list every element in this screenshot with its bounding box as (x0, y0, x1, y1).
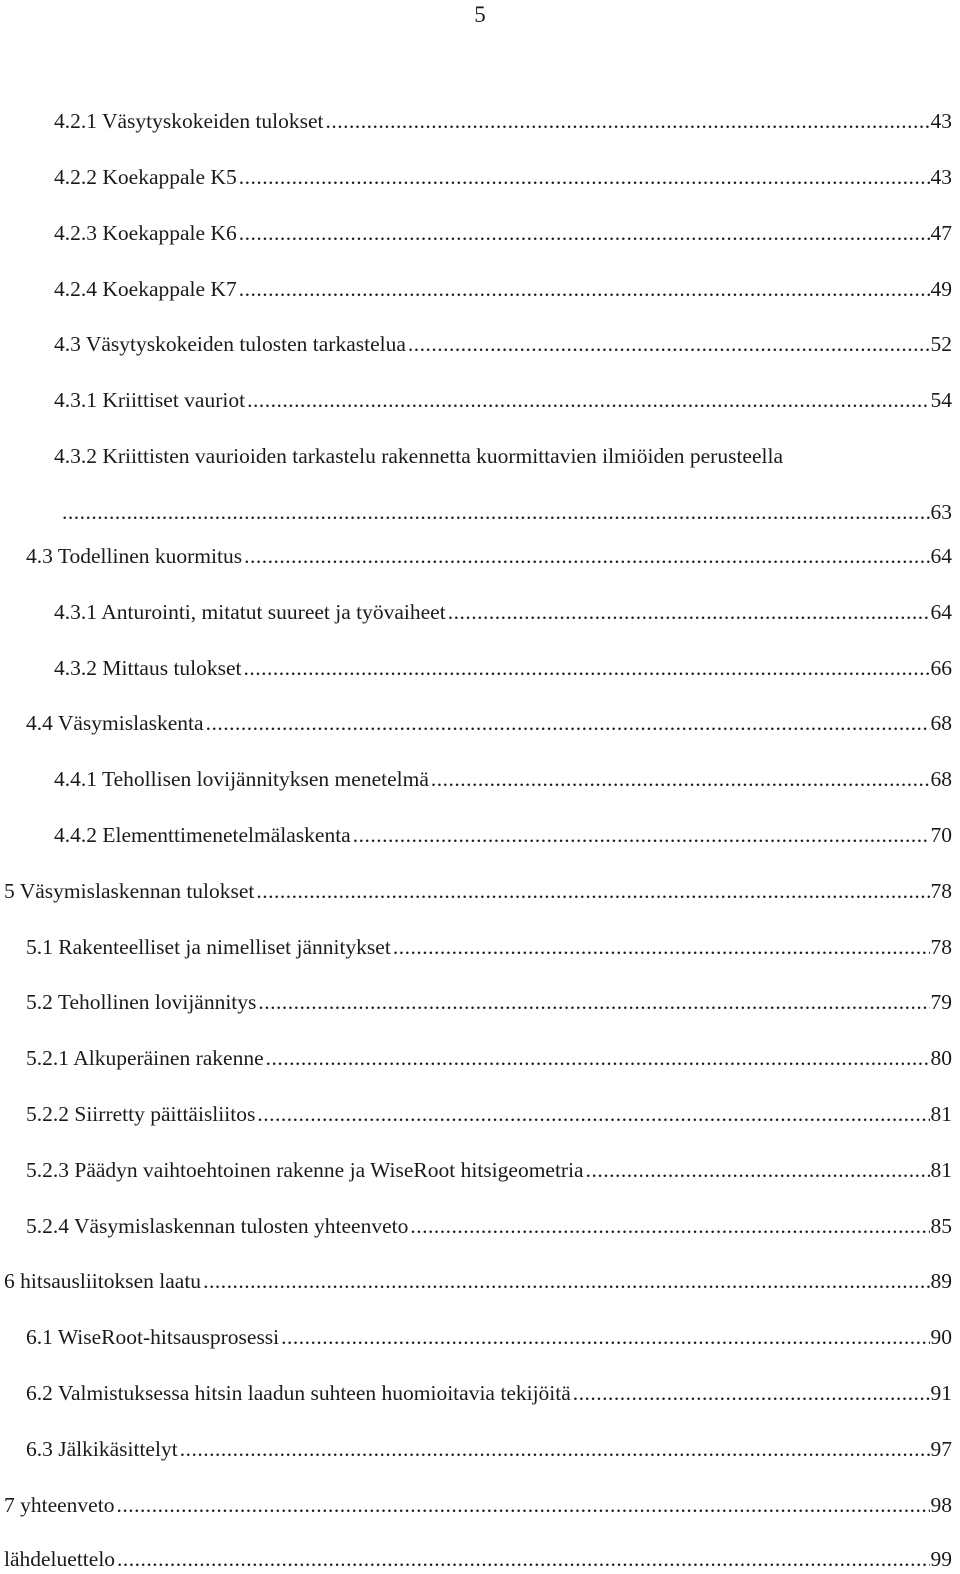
toc-entry[interactable] (0, 821, 952, 849)
toc-entry-title: 4.4.2 Elementtimenetelmälaskenta (54, 823, 351, 847)
toc-entry-title: 5 Väsymislaskennan tulokset (4, 879, 255, 903)
toc-entry-title: 4.2.2 Koekappale K5 (54, 165, 237, 189)
toc-entry-page: 64 (930, 544, 952, 568)
toc-entry-title: 4.3 Väsytyskokeiden tulosten tarkastelua (54, 332, 406, 356)
toc-entry[interactable] (0, 163, 952, 191)
toc-dot-leader (586, 1156, 930, 1184)
toc-entry-page: 98 (930, 1493, 952, 1517)
toc-entry-title: 4.3.1 Anturointi, mitatut suureet ja työvaiheet (54, 600, 446, 624)
toc-entry[interactable] (0, 1435, 952, 1463)
toc-dot-leader (62, 498, 930, 526)
toc-dot-leader (408, 330, 930, 358)
toc-entry-title: 4.3.2 Kriittisten vaurioiden tarkastelu rakennetta kuormittavien ilmiöiden perusteella (54, 444, 783, 468)
toc-entry-title: 4.3 Todellinen kuormitus (26, 544, 243, 568)
toc-entry-title: 4.2.4 Koekappale K7 (54, 277, 237, 301)
toc-entry[interactable] (0, 1545, 952, 1573)
toc-entry[interactable] (0, 877, 952, 905)
toc-entry-page: 49 (930, 277, 952, 301)
toc-entry-page: 90 (930, 1325, 952, 1349)
toc-dot-leader (239, 163, 930, 191)
toc-dot-leader (431, 765, 930, 793)
toc-entry-title: 4.2.1 Väsytyskokeiden tulokset (54, 109, 324, 133)
toc-entry[interactable] (0, 654, 952, 682)
toc-dot-leader (206, 709, 930, 737)
toc-entry-title: 5.2.3 Päädyn vaihtoehtoinen rakenne ja WiseRoot hitsigeometria (26, 1158, 584, 1182)
page-number: 5 (474, 2, 486, 27)
toc-entry-page: 70 (930, 823, 952, 847)
toc-entry-title: 6.2 Valmistuksessa hitsin laadun suhteen huomioitavia tekijöitä (26, 1381, 571, 1405)
toc-entry-page: 47 (930, 221, 952, 245)
toc-entry-page: 64 (930, 600, 952, 624)
toc-entry-page: 81 (930, 1102, 952, 1126)
toc-entry-title: lähdeluettelo (4, 1547, 116, 1571)
toc-entry[interactable] (0, 219, 952, 247)
toc-entry-title: 4.3.1 Kriittiset vauriot (54, 388, 246, 412)
toc-entry[interactable] (0, 107, 952, 135)
toc-dot-leader (247, 386, 929, 414)
toc-entry-page: 43 (930, 165, 952, 189)
toc-entry[interactable] (0, 330, 952, 358)
toc-entry-page: 79 (930, 990, 952, 1014)
toc-entry[interactable] (0, 275, 952, 303)
toc-entry[interactable] (0, 598, 952, 626)
toc-entry[interactable] (0, 988, 952, 1016)
toc-entry-page: 89 (930, 1269, 952, 1293)
toc-dot-leader (258, 988, 929, 1016)
toc-dot-leader (393, 933, 930, 961)
toc-dot-leader (239, 219, 930, 247)
toc-entry[interactable] (0, 386, 952, 414)
toc-entry-page: 81 (930, 1158, 952, 1182)
toc-entry-page: 78 (930, 935, 952, 959)
toc-entry-title: 6 hitsausliitoksen laatu (4, 1269, 202, 1293)
toc-entry-title: 4.4 Väsymislaskenta (26, 711, 204, 735)
toc-dot-leader (244, 654, 930, 682)
toc-dot-leader (203, 1267, 929, 1295)
toc-dot-leader (117, 1545, 929, 1573)
toc-dot-leader (266, 1044, 930, 1072)
toc-entry-title: 5.2.2 Siirretty päittäisliitos (26, 1102, 256, 1126)
toc-entry-page: 68 (930, 767, 952, 791)
toc-entry[interactable] (0, 1156, 952, 1184)
toc-entry-title: 4.3.2 Mittaus tulokset (54, 656, 242, 680)
toc-entry-title: 5.2.1 Alkuperäinen rakenne (26, 1046, 264, 1070)
toc-entry-page: 80 (930, 1046, 952, 1070)
toc-dot-leader (239, 275, 930, 303)
toc-entry-title: 5.1 Rakenteelliset ja nimelliset jännitykset (26, 935, 391, 959)
toc-dot-leader (257, 1100, 929, 1128)
toc-dot-leader (180, 1435, 930, 1463)
toc-entry-page: 91 (930, 1381, 952, 1405)
toc-entry[interactable] (0, 709, 952, 737)
toc-entry[interactable] (0, 442, 952, 526)
toc-dot-leader (256, 877, 929, 905)
toc-dot-leader (326, 107, 930, 135)
toc-entry[interactable] (0, 1044, 952, 1072)
toc-entry[interactable] (0, 542, 952, 570)
toc-entry-title: 5.2 Tehollinen lovijännitys (26, 990, 257, 1014)
toc-entry-page: 54 (930, 388, 952, 412)
toc-entry-title: 6.3 Jälkikäsittelyt (26, 1437, 178, 1461)
toc-entry-page: 85 (930, 1214, 952, 1238)
toc-entry-page: 78 (930, 879, 952, 903)
toc-entry-page: 66 (930, 656, 952, 680)
toc-entry-page: 52 (930, 332, 952, 356)
toc-entry-title: 5.2.4 Väsymislaskennan tulosten yhteenveto (26, 1214, 409, 1238)
toc-entry[interactable] (0, 1100, 952, 1128)
toc-dot-leader (281, 1323, 929, 1351)
toc-dot-leader (573, 1379, 930, 1407)
toc-dot-leader (448, 598, 930, 626)
toc-entry-page: 99 (930, 1547, 952, 1571)
toc-entry-title: 6.1 WiseRoot-hitsausprosessi (26, 1325, 280, 1349)
toc-entry-page: 97 (930, 1437, 952, 1461)
toc-entry-page: 63 (930, 500, 952, 524)
toc-dot-leader (353, 821, 930, 849)
toc-entry[interactable] (0, 1491, 952, 1519)
toc-dot-leader (410, 1212, 929, 1240)
toc-entry-title: 7 yhteenveto (4, 1493, 115, 1517)
toc-entry-page: 68 (930, 711, 952, 735)
toc-entry-title: 4.4.1 Tehollisen lovijännityksen menetelmä (54, 767, 429, 791)
toc-entry-title: 4.2.3 Koekappale K6 (54, 221, 237, 245)
toc-dot-leader (116, 1491, 929, 1519)
toc-entry[interactable] (0, 1212, 952, 1240)
toc-entry[interactable] (0, 1267, 952, 1295)
toc-entry-page: 43 (930, 109, 952, 133)
toc-entry[interactable] (0, 933, 952, 961)
toc-entry[interactable] (0, 1379, 952, 1407)
toc-entry[interactable] (0, 765, 952, 793)
toc-entry[interactable] (0, 1323, 952, 1351)
toc-dot-leader (244, 542, 929, 570)
